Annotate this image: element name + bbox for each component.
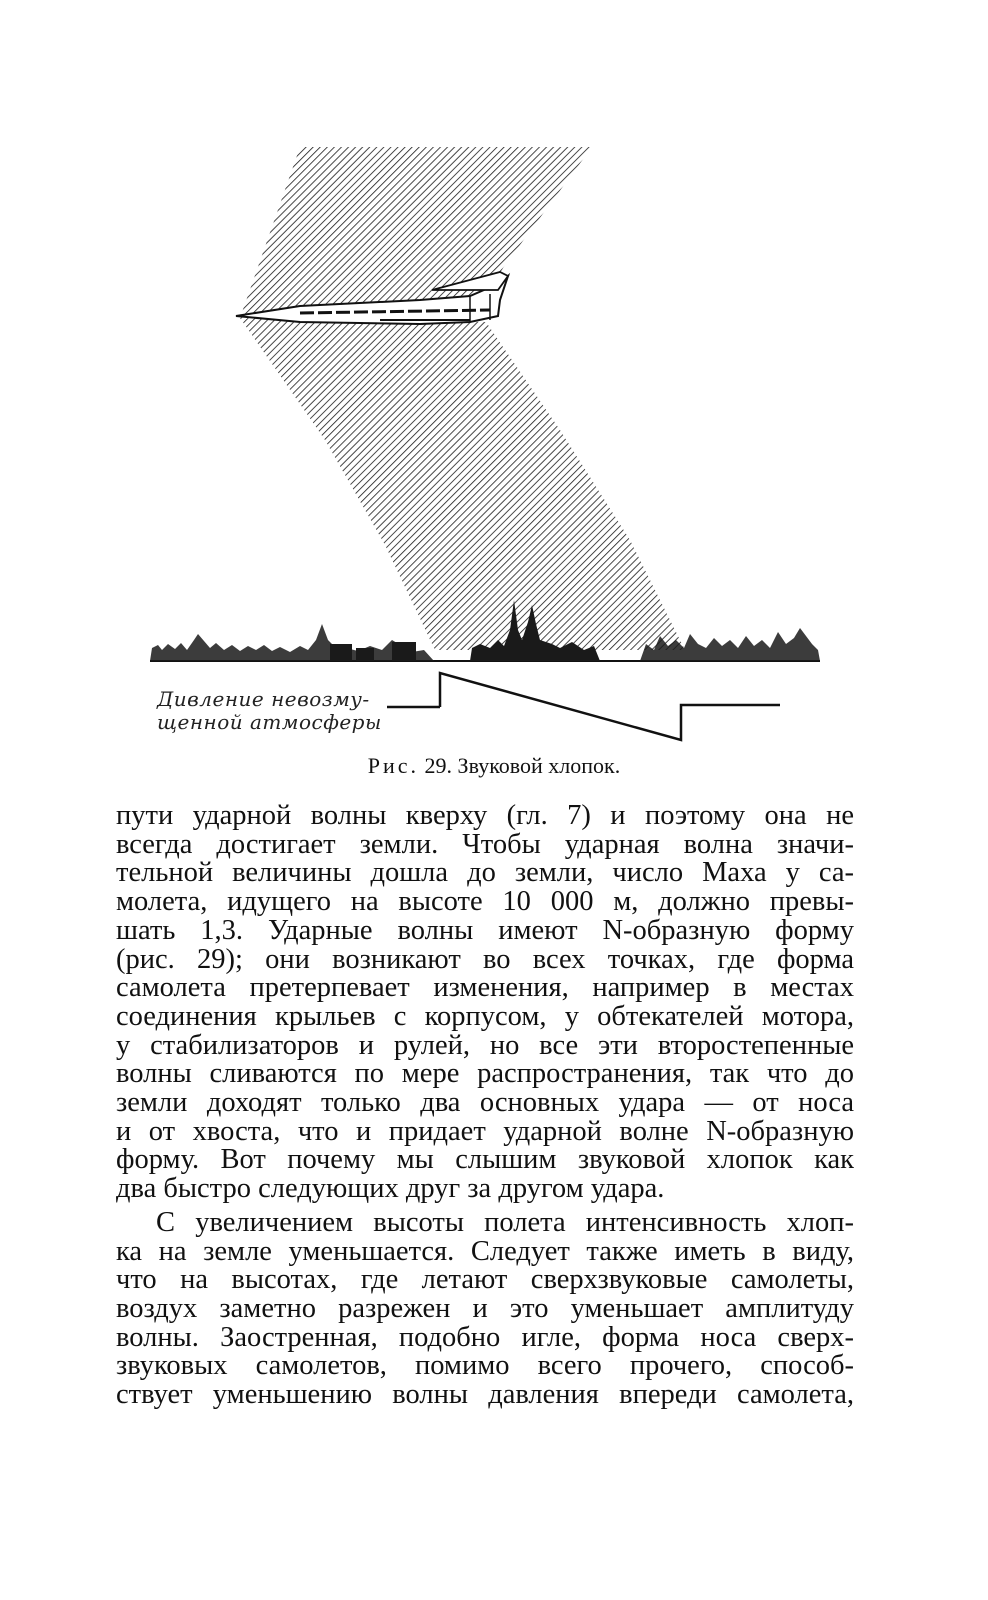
text-line: ствует уменьшению волны давления впереди самолета, [116,1379,854,1411]
text-line: два быстро следующих друг за другом удара. [116,1173,665,1205]
text-line: и от хвоста, что и придает ударной волне N-образную [116,1115,854,1147]
paragraph-1 [116,802,854,1204]
text-line: ка на земле уменьшается. Следует также иметь в виду, [116,1235,854,1267]
figure-caption [0,753,988,779]
text-line: всегда достигает земли. Чтобы ударная волна значи- [116,828,854,860]
text-line: шать 1,3. Ударные волны имеют N-образную форму [116,914,854,946]
shock-wave-upper [240,147,592,318]
text-line: (рис. 29); они возникают во всех точках, где форма [116,943,854,975]
text-line: у стабилизаторов и рулей, но все эти второстепенные [116,1029,854,1061]
text-line: что на высотах, где летают сверхзвуковые самолеты, [116,1264,854,1296]
pressure-label-line2: щенной атмосферы [157,710,382,734]
text-line: пути ударной волны кверху (гл. 7) и поэтому она не [116,800,854,831]
n-wave-diagram [387,673,780,740]
paragraph-2 [116,1206,854,1411]
text-line: тельной величины дошла до земли, число Маха у са- [116,857,854,889]
text-line: земли доходят только два основных удара — от носа [116,1087,854,1119]
caption-label: Рис. [367,753,420,778]
caption-title: Звуковой хлопок. [457,753,621,778]
text-line: С увеличением высоты полета интенсивность хлоп- [156,1206,854,1238]
caption-number: 29. [424,753,453,778]
text-line: соединения крыльев с корпусом, у обтекателей мотора, [116,1000,854,1032]
undisturbed-pressure-label [157,688,387,734]
text-line: молета, идущего на высоте 10 000 м, должно превы- [116,886,854,918]
text-line: самолета претерпевает изменения, например в местах [116,972,854,1004]
pressure-label-line1: Дивление невозму- [157,687,370,711]
shock-wave-lower [240,318,685,650]
text-line: звуковых самолетов, помимо всего прочего, способ- [116,1350,854,1382]
text-line: волны сливаются по мере распространения, так что до [116,1058,854,1090]
body-text [116,802,854,1410]
text-line: волны. Заостренная, подобно игле, форма носа сверх- [116,1321,854,1353]
text-line: форму. Вот почему мы слышим звуковой хлопок как [116,1144,854,1176]
text-line: воздух заметно разрежен и это уменьшает амплитуду [116,1292,854,1324]
